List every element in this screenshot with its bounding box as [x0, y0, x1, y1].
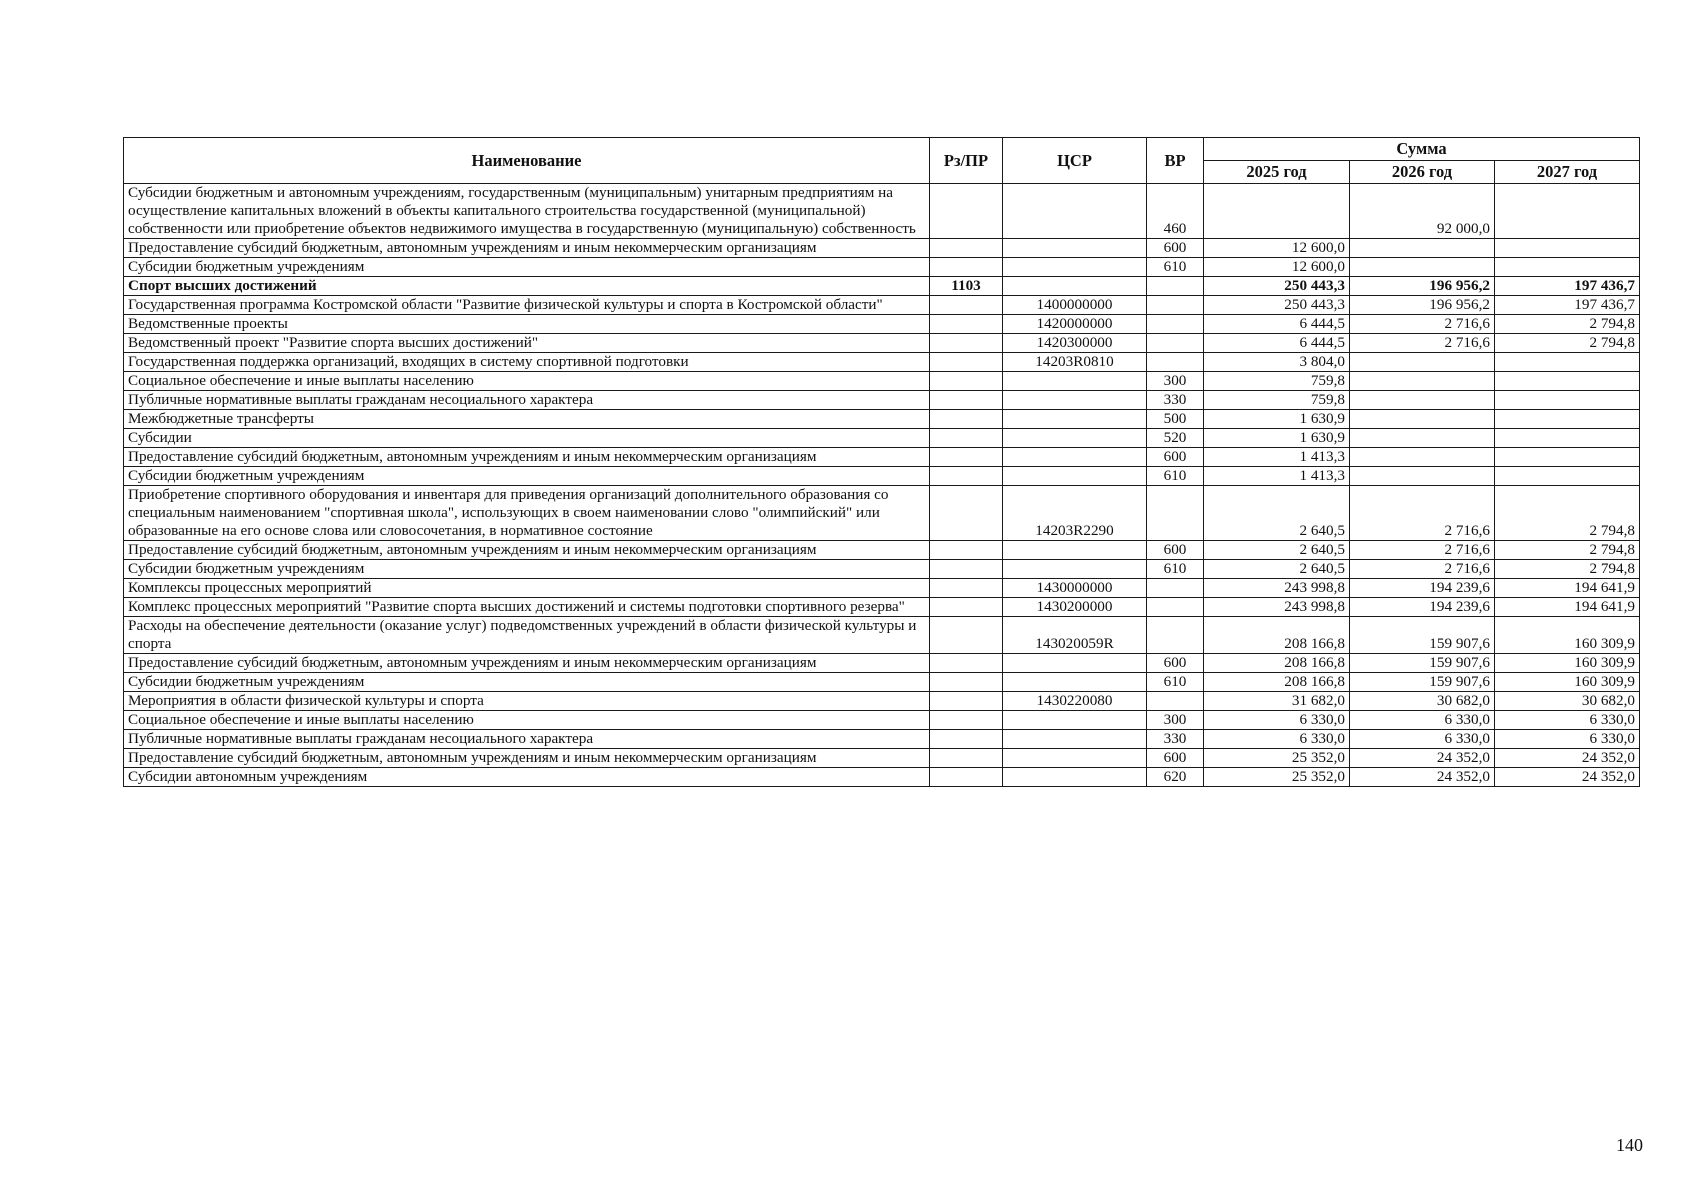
cell-name: Социальное обеспечение и иные выплаты населению	[124, 372, 930, 391]
cell-rzpr	[930, 353, 1003, 372]
cell-2026	[1350, 429, 1495, 448]
cell-2026: 196 956,2	[1350, 296, 1495, 315]
cell-vr	[1147, 296, 1204, 315]
table-row	[124, 560, 1640, 579]
cell-csr	[1003, 429, 1147, 448]
header-sum: Сумма	[1204, 138, 1640, 161]
cell-2026: 196 956,2	[1350, 277, 1495, 296]
cell-csr: 1430220080	[1003, 692, 1147, 711]
cell-2027	[1495, 391, 1640, 410]
cell-name: Публичные нормативные выплаты гражданам несоциального характера	[124, 391, 930, 410]
cell-rzpr	[930, 429, 1003, 448]
cell-vr: 610	[1147, 560, 1204, 579]
cell-name: Субсидии	[124, 429, 930, 448]
cell-vr: 520	[1147, 429, 1204, 448]
cell-name: Межбюджетные трансферты	[124, 410, 930, 429]
cell-name: Субсидии бюджетным и автономным учреждениям, государственным (муниципальным) унитарным предприятиям на осуществление капитальных вложений в объекты капитального строительства государственной (муниципальной) собственности или приобретение объектов недвижимого имущества в государственную (муниципальную) собственность	[124, 184, 930, 239]
table-row	[124, 467, 1640, 486]
cell-2025: 759,8	[1204, 372, 1350, 391]
cell-2027: 6 330,0	[1495, 711, 1640, 730]
cell-2027: 24 352,0	[1495, 749, 1640, 768]
cell-csr	[1003, 448, 1147, 467]
cell-csr: 1420300000	[1003, 334, 1147, 353]
cell-rzpr	[930, 711, 1003, 730]
table-row	[124, 334, 1640, 353]
cell-2025: 3 804,0	[1204, 353, 1350, 372]
cell-csr: 143020059R	[1003, 617, 1147, 654]
cell-csr	[1003, 560, 1147, 579]
cell-2025: 243 998,8	[1204, 598, 1350, 617]
cell-rzpr	[930, 486, 1003, 541]
cell-vr	[1147, 486, 1204, 541]
table-row	[124, 429, 1640, 448]
cell-vr	[1147, 277, 1204, 296]
cell-csr: 1430200000	[1003, 598, 1147, 617]
cell-vr	[1147, 353, 1204, 372]
cell-name: Предоставление субсидий бюджетным, автономным учреждениям и иным некоммерческим организациям	[124, 749, 930, 768]
cell-2026: 6 330,0	[1350, 711, 1495, 730]
cell-2027: 24 352,0	[1495, 768, 1640, 787]
cell-csr	[1003, 372, 1147, 391]
cell-vr: 610	[1147, 258, 1204, 277]
cell-2027	[1495, 353, 1640, 372]
cell-rzpr	[930, 467, 1003, 486]
cell-rzpr	[930, 391, 1003, 410]
cell-2025: 208 166,8	[1204, 673, 1350, 692]
cell-name: Предоставление субсидий бюджетным, автономным учреждениям и иным некоммерческим организациям	[124, 239, 930, 258]
cell-name: Субсидии автономным учреждениям	[124, 768, 930, 787]
cell-vr	[1147, 617, 1204, 654]
table-row	[124, 391, 1640, 410]
cell-2025: 1 630,9	[1204, 429, 1350, 448]
cell-2026: 159 907,6	[1350, 654, 1495, 673]
header-rzpr: Рз/ПР	[930, 138, 1003, 184]
cell-2026	[1350, 410, 1495, 429]
cell-2025: 243 998,8	[1204, 579, 1350, 598]
table-row	[124, 654, 1640, 673]
cell-rzpr	[930, 258, 1003, 277]
cell-name: Ведомственный проект "Развитие спорта высших достижений"	[124, 334, 930, 353]
cell-name: Предоставление субсидий бюджетным, автономным учреждениям и иным некоммерческим организациям	[124, 541, 930, 560]
cell-vr	[1147, 315, 1204, 334]
cell-2027: 2 794,8	[1495, 486, 1640, 541]
cell-2026	[1350, 353, 1495, 372]
cell-2027	[1495, 467, 1640, 486]
cell-2026: 159 907,6	[1350, 617, 1495, 654]
cell-2026	[1350, 372, 1495, 391]
cell-2027: 2 794,8	[1495, 560, 1640, 579]
cell-2027: 160 309,9	[1495, 617, 1640, 654]
cell-2027: 194 641,9	[1495, 598, 1640, 617]
cell-2025: 2 640,5	[1204, 486, 1350, 541]
cell-2025: 6 444,5	[1204, 334, 1350, 353]
cell-name: Мероприятия в области физической культуры и спорта	[124, 692, 930, 711]
cell-vr	[1147, 598, 1204, 617]
cell-rzpr	[930, 579, 1003, 598]
cell-rzpr	[930, 749, 1003, 768]
cell-2027: 160 309,9	[1495, 673, 1640, 692]
cell-rzpr	[930, 598, 1003, 617]
cell-csr: 14203R0810	[1003, 353, 1147, 372]
cell-name: Предоставление субсидий бюджетным, автономным учреждениям и иным некоммерческим организациям	[124, 448, 930, 467]
cell-2027	[1495, 372, 1640, 391]
cell-2026: 92 000,0	[1350, 184, 1495, 239]
header-year-2026: 2026 год	[1350, 161, 1495, 184]
cell-2027	[1495, 258, 1640, 277]
cell-rzpr	[930, 617, 1003, 654]
table-body	[124, 184, 1640, 787]
cell-rzpr	[930, 410, 1003, 429]
table-row	[124, 296, 1640, 315]
table-row	[124, 486, 1640, 541]
cell-2026: 2 716,6	[1350, 560, 1495, 579]
table-row	[124, 673, 1640, 692]
cell-name: Государственная программа Костромской области "Развитие физической культуры и спорта в Костромской области"	[124, 296, 930, 315]
table-row	[124, 730, 1640, 749]
header-csr: ЦСР	[1003, 138, 1147, 184]
cell-2026: 24 352,0	[1350, 749, 1495, 768]
cell-vr: 620	[1147, 768, 1204, 787]
cell-2025: 6 330,0	[1204, 730, 1350, 749]
cell-vr: 610	[1147, 673, 1204, 692]
cell-rzpr	[930, 296, 1003, 315]
cell-2027: 197 436,7	[1495, 296, 1640, 315]
cell-csr	[1003, 711, 1147, 730]
cell-csr	[1003, 277, 1147, 296]
table-row	[124, 579, 1640, 598]
header-vr: ВР	[1147, 138, 1204, 184]
table-row	[124, 410, 1640, 429]
cell-name: Предоставление субсидий бюджетным, автономным учреждениям и иным некоммерческим организациям	[124, 654, 930, 673]
page-number: 140	[1616, 1135, 1643, 1155]
cell-2027: 2 794,8	[1495, 541, 1640, 560]
cell-vr: 600	[1147, 541, 1204, 560]
cell-vr: 500	[1147, 410, 1204, 429]
cell-vr: 300	[1147, 372, 1204, 391]
cell-csr	[1003, 654, 1147, 673]
cell-rzpr	[930, 239, 1003, 258]
cell-2027: 197 436,7	[1495, 277, 1640, 296]
cell-2027	[1495, 184, 1640, 239]
cell-vr	[1147, 692, 1204, 711]
cell-csr	[1003, 749, 1147, 768]
cell-rzpr	[930, 448, 1003, 467]
cell-2026	[1350, 448, 1495, 467]
cell-vr	[1147, 579, 1204, 598]
cell-2025: 250 443,3	[1204, 296, 1350, 315]
cell-vr: 300	[1147, 711, 1204, 730]
cell-csr	[1003, 730, 1147, 749]
table-row	[124, 768, 1640, 787]
cell-rzpr	[930, 730, 1003, 749]
cell-2026: 159 907,6	[1350, 673, 1495, 692]
cell-2026: 194 239,6	[1350, 579, 1495, 598]
cell-2026: 24 352,0	[1350, 768, 1495, 787]
table-row	[124, 749, 1640, 768]
cell-2027: 160 309,9	[1495, 654, 1640, 673]
cell-2025: 25 352,0	[1204, 768, 1350, 787]
cell-2026: 2 716,6	[1350, 334, 1495, 353]
cell-2025: 6 444,5	[1204, 315, 1350, 334]
cell-name: Расходы на обеспечение деятельности (оказание услуг) подведомственных учреждений в области физической культуры и спорта	[124, 617, 930, 654]
cell-name: Субсидии бюджетным учреждениям	[124, 258, 930, 277]
cell-2025: 12 600,0	[1204, 239, 1350, 258]
cell-name: Субсидии бюджетным учреждениям	[124, 560, 930, 579]
cell-csr	[1003, 410, 1147, 429]
cell-name: Ведомственные проекты	[124, 315, 930, 334]
cell-rzpr	[930, 692, 1003, 711]
table-row	[124, 372, 1640, 391]
table-row	[124, 353, 1640, 372]
table-row	[124, 711, 1640, 730]
cell-csr	[1003, 258, 1147, 277]
budget-table	[123, 137, 1640, 787]
cell-name: Спорт высших достижений	[124, 277, 930, 296]
cell-vr: 600	[1147, 239, 1204, 258]
cell-csr	[1003, 467, 1147, 486]
cell-csr: 14203R2290	[1003, 486, 1147, 541]
cell-name: Субсидии бюджетным учреждениям	[124, 673, 930, 692]
cell-vr: 600	[1147, 448, 1204, 467]
cell-2025: 1 413,3	[1204, 448, 1350, 467]
cell-2026	[1350, 467, 1495, 486]
cell-rzpr	[930, 654, 1003, 673]
cell-rzpr: 1103	[930, 277, 1003, 296]
cell-vr: 600	[1147, 654, 1204, 673]
cell-2027	[1495, 429, 1640, 448]
cell-2025: 31 682,0	[1204, 692, 1350, 711]
cell-2025: 208 166,8	[1204, 654, 1350, 673]
cell-name: Государственная поддержка организаций, входящих в систему спортивной подготовки	[124, 353, 930, 372]
cell-rzpr	[930, 334, 1003, 353]
cell-2026: 2 716,6	[1350, 541, 1495, 560]
cell-2026	[1350, 258, 1495, 277]
cell-vr	[1147, 334, 1204, 353]
cell-name: Комплексы процессных мероприятий	[124, 579, 930, 598]
cell-vr: 330	[1147, 730, 1204, 749]
cell-2025	[1204, 184, 1350, 239]
cell-csr	[1003, 541, 1147, 560]
cell-2025: 6 330,0	[1204, 711, 1350, 730]
header-year-2027: 2027 год	[1495, 161, 1640, 184]
cell-2025: 25 352,0	[1204, 749, 1350, 768]
cell-2026: 2 716,6	[1350, 486, 1495, 541]
cell-2026: 194 239,6	[1350, 598, 1495, 617]
table-row	[124, 184, 1640, 239]
cell-2026	[1350, 391, 1495, 410]
cell-rzpr	[930, 315, 1003, 334]
cell-rzpr	[930, 768, 1003, 787]
cell-rzpr	[930, 541, 1003, 560]
cell-vr: 610	[1147, 467, 1204, 486]
table-row	[124, 239, 1640, 258]
cell-rzpr	[930, 184, 1003, 239]
table-row	[124, 448, 1640, 467]
cell-2025: 2 640,5	[1204, 541, 1350, 560]
table-row	[124, 277, 1640, 296]
table-row	[124, 541, 1640, 560]
cell-2026	[1350, 239, 1495, 258]
header-year-2025: 2025 год	[1204, 161, 1350, 184]
table-row	[124, 315, 1640, 334]
cell-name: Субсидии бюджетным учреждениям	[124, 467, 930, 486]
table-row	[124, 617, 1640, 654]
cell-2025: 250 443,3	[1204, 277, 1350, 296]
cell-rzpr	[930, 673, 1003, 692]
cell-vr: 600	[1147, 749, 1204, 768]
cell-rzpr	[930, 372, 1003, 391]
cell-rzpr	[930, 560, 1003, 579]
cell-2025: 759,8	[1204, 391, 1350, 410]
cell-2027: 194 641,9	[1495, 579, 1640, 598]
cell-csr: 1400000000	[1003, 296, 1147, 315]
cell-2027	[1495, 448, 1640, 467]
cell-2027	[1495, 410, 1640, 429]
cell-2027: 2 794,8	[1495, 315, 1640, 334]
cell-vr: 330	[1147, 391, 1204, 410]
cell-2026: 30 682,0	[1350, 692, 1495, 711]
cell-2025: 12 600,0	[1204, 258, 1350, 277]
cell-2025: 1 630,9	[1204, 410, 1350, 429]
table-row	[124, 692, 1640, 711]
cell-2025: 208 166,8	[1204, 617, 1350, 654]
cell-name: Приобретение спортивного оборудования и инвентаря для приведения организаций дополнительного образования со специальным наименованием "спортивная школа", использующих в своем наименовании слово "олимпийский" или образованные на его основе слова или словосочетания, в нормативное состояние	[124, 486, 930, 541]
cell-csr	[1003, 239, 1147, 258]
cell-2025: 1 413,3	[1204, 467, 1350, 486]
cell-2027: 30 682,0	[1495, 692, 1640, 711]
cell-name: Социальное обеспечение и иные выплаты населению	[124, 711, 930, 730]
cell-vr: 460	[1147, 184, 1204, 239]
cell-csr	[1003, 673, 1147, 692]
cell-name: Комплекс процессных мероприятий "Развитие спорта высших достижений и системы подготовки спортивного резерва"	[124, 598, 930, 617]
cell-csr	[1003, 391, 1147, 410]
cell-csr: 1420000000	[1003, 315, 1147, 334]
cell-2027	[1495, 239, 1640, 258]
table-row	[124, 598, 1640, 617]
cell-csr	[1003, 184, 1147, 239]
cell-2026: 2 716,6	[1350, 315, 1495, 334]
cell-csr	[1003, 768, 1147, 787]
cell-csr: 1430000000	[1003, 579, 1147, 598]
table-row	[124, 258, 1640, 277]
header-name: Наименование	[124, 138, 930, 184]
cell-name: Публичные нормативные выплаты гражданам несоциального характера	[124, 730, 930, 749]
cell-2027: 6 330,0	[1495, 730, 1640, 749]
cell-2026: 6 330,0	[1350, 730, 1495, 749]
cell-2027: 2 794,8	[1495, 334, 1640, 353]
cell-2025: 2 640,5	[1204, 560, 1350, 579]
